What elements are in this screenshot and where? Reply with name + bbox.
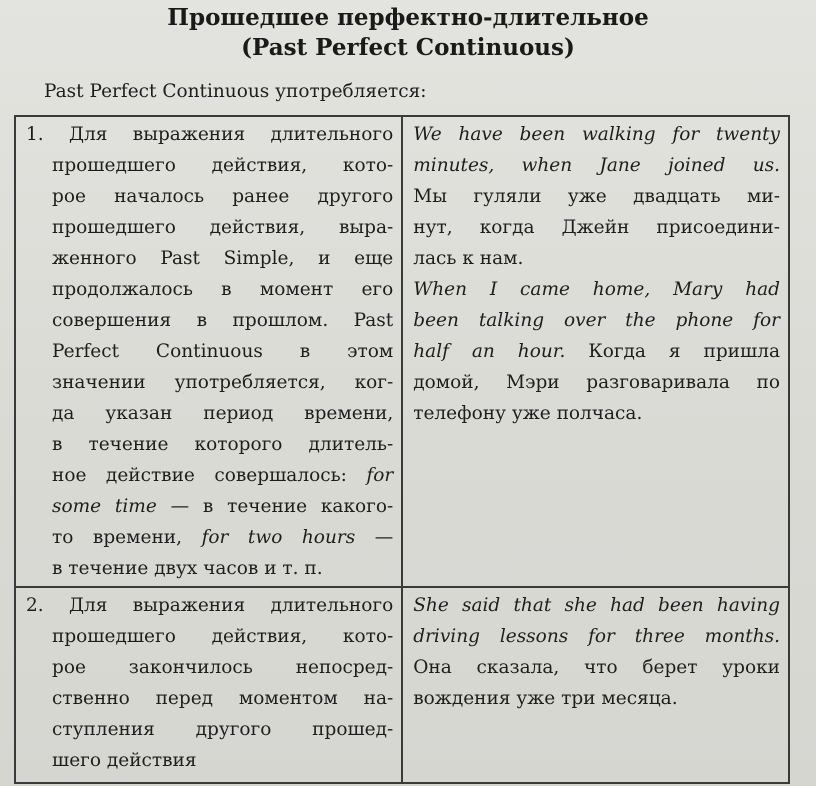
usage-description-cell — [15, 116, 402, 587]
translation-line: Мы гуляли уже двадцать ми- — [413, 186, 780, 207]
text-line: совершения в прошлом. Past — [52, 310, 394, 331]
text-line: то времени, for two hours — — [52, 527, 394, 548]
translation-line: нут, когда Джейн присоедини- — [413, 217, 780, 238]
text-line: ственно перед моментом на- — [52, 688, 394, 709]
translation-line: домой, Мэри разговаривала по — [413, 372, 780, 393]
text-line: Perfect Continuous в этом — [52, 341, 394, 362]
text-line: some time — в течение какого- — [52, 496, 394, 517]
translation-line: Она сказала, что берет уроки — [413, 657, 780, 678]
translation-line: вождения уже три месяца. — [413, 688, 678, 709]
text-line: значении употребляется, ког- — [52, 372, 394, 393]
example-sentence: been talking over the phone for — [413, 310, 780, 331]
text-line: в течение которого длитель- — [52, 434, 394, 455]
text-line: прошедшего действия, кото- — [52, 155, 394, 176]
usage-table — [14, 115, 790, 784]
translation-line: лась к нам. — [413, 248, 524, 269]
example-sentence: She said that she had been having — [413, 595, 780, 616]
text-line — [413, 336, 780, 367]
translation-line: телефону уже полчаса. — [413, 403, 643, 424]
text-line: рое началось ранее другого — [52, 186, 394, 207]
italic-phrase: for two hours — [201, 527, 356, 548]
text-line: прошедшего действия, выра- — [52, 217, 394, 238]
text-line: шего действия — [52, 750, 197, 771]
example-sentence: minutes, when Jane joined us. — [413, 155, 780, 176]
translation-line: Когда я пришла — [588, 341, 780, 362]
example-sentence: driving lessons for three months. — [413, 626, 780, 647]
text-line: 1. Для выражения длительного — [26, 124, 394, 145]
text-line: да указан период времени, — [52, 403, 394, 424]
usage-description-cell — [15, 587, 402, 783]
text-line: ное действие совершалось: for — [52, 465, 394, 486]
italic-phrase: some time — [52, 496, 157, 517]
example-cell — [402, 587, 789, 783]
text-line: ступления другого прошед- — [52, 719, 394, 740]
text-line: рое закончилось непосред- — [52, 657, 394, 678]
table-row — [15, 587, 789, 783]
example-cell — [402, 116, 789, 587]
row-number: 2. — [26, 595, 44, 616]
text-line: 2. Для выражения длительного — [26, 595, 394, 616]
text-line: прошедшего действия, кото- — [52, 626, 394, 647]
page-subtitle: (Past Perfect Continuous) — [241, 34, 575, 61]
example-sentence: half an hour. — [413, 341, 566, 362]
text-line: в течение двух часов и т. п. — [52, 558, 323, 579]
page-title: Прошедшее перфектно-длительное — [167, 4, 649, 31]
italic-phrase: for — [366, 465, 394, 486]
table-row — [15, 116, 789, 587]
intro-text: Past Perfect Continuous употребляется: — [44, 81, 427, 102]
example-sentence: When I came home, Mary had — [413, 279, 780, 300]
example-sentence: We have been walking for twenty — [413, 124, 780, 145]
text-line: женного Past Simple, и еще — [52, 248, 394, 269]
text-line: продолжалось в момент его — [52, 279, 394, 300]
row-number: 1. — [26, 124, 44, 145]
